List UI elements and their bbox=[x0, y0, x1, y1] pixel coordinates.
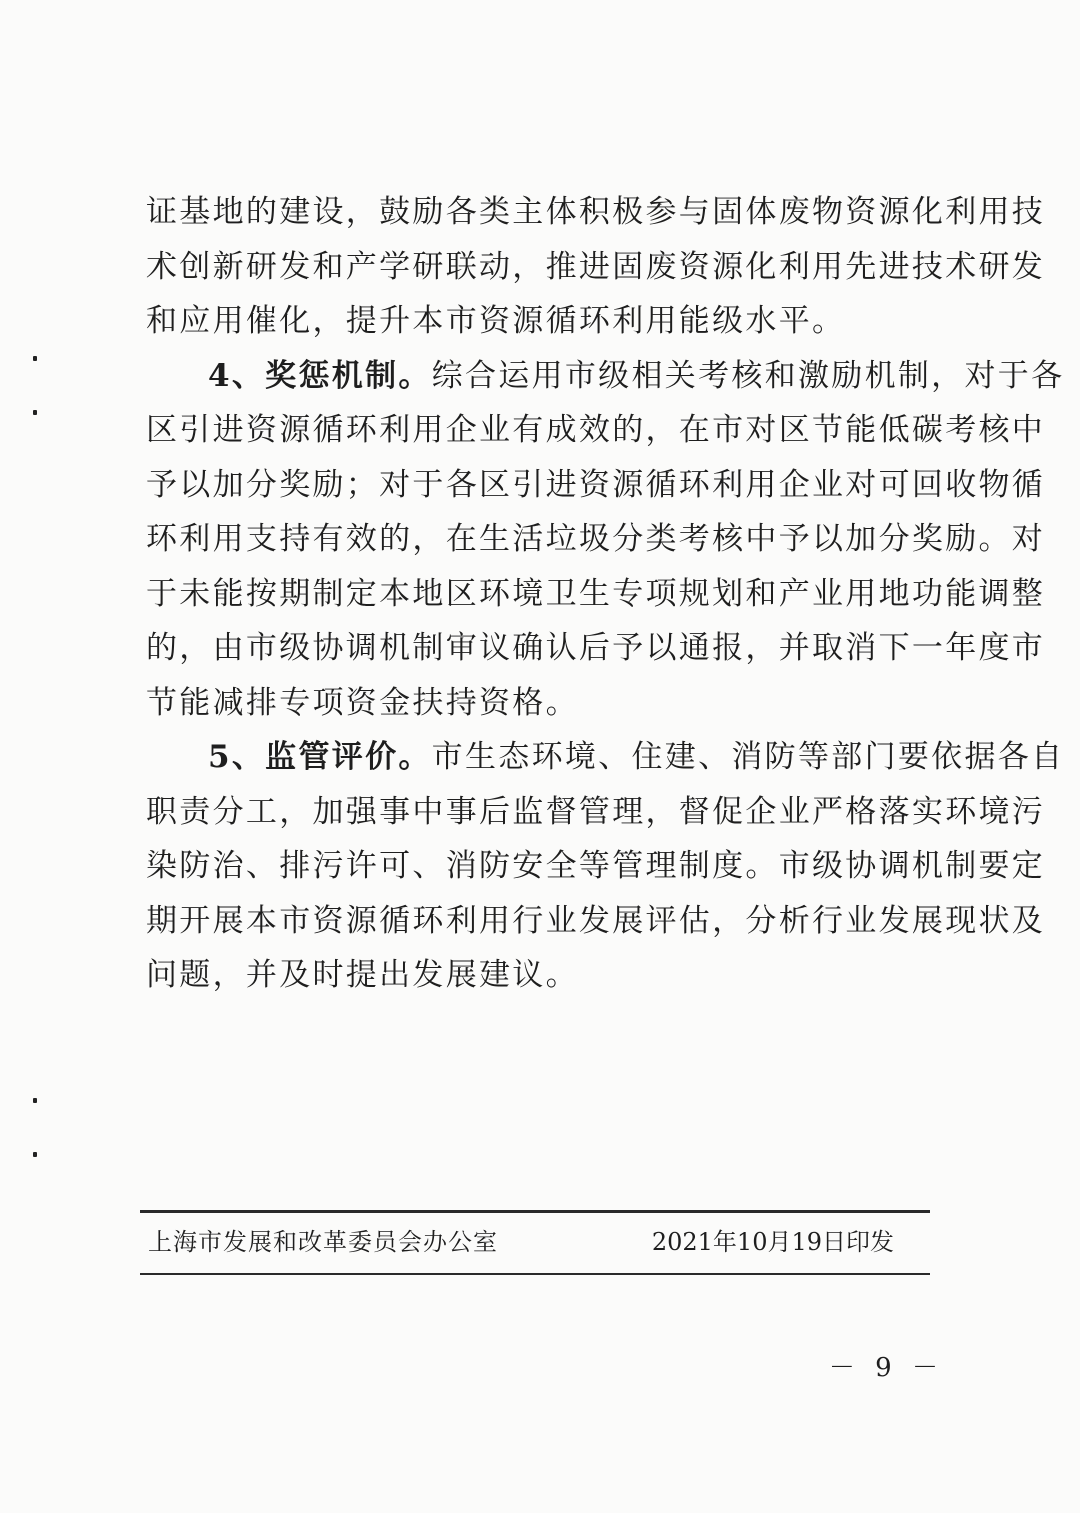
section-4-text: 综合运用市级相关考核和激励机制，对于各 bbox=[431, 357, 1065, 394]
footer-top-rule bbox=[140, 1210, 930, 1213]
paragraph-line: 于未能按期制定本地区环境卫生专项规划和产业用地功能调整 bbox=[146, 575, 1046, 612]
paragraph-line: 节能减排专项资金扶持资格。 bbox=[146, 684, 579, 721]
page-number: － 9 － bbox=[828, 1353, 944, 1383]
binding-mark bbox=[33, 356, 37, 361]
footer-bottom-rule bbox=[140, 1273, 930, 1275]
section-4-first-line bbox=[146, 349, 1065, 404]
paragraph-line: 期开展本市资源循环利用行业发展评估，分析行业发展现状及 bbox=[146, 902, 1046, 939]
paragraph-line: 染防治、排污许可、消防安全等管理制度。市级协调机制要定 bbox=[146, 848, 1046, 884]
section-5-first-line bbox=[146, 730, 1065, 785]
paragraph-line: 问题，并及时提出发展建议。 bbox=[146, 957, 579, 993]
footer-issuer: 上海市发展和改革委员会办公室 bbox=[148, 1228, 498, 1256]
paragraph-line: 区引进资源循环利用企业有成效的，在市对区节能低碳考核中 bbox=[146, 412, 1046, 448]
paragraph-line: 职责分工，加强事中事后监督管理，督促企业严格落实环境污 bbox=[146, 793, 1046, 830]
section-5-heading: 5、监管评价。 bbox=[208, 739, 432, 775]
paragraph-line: 和应用催化，提升本市资源循环利用能级水平。 bbox=[146, 303, 846, 339]
section-5-text: 市生态环境、住建、消防等部门要依据各自 bbox=[431, 739, 1065, 775]
binding-mark bbox=[33, 1098, 37, 1103]
paragraph-line: 的，由市级协调机制审议确认后予以通报，并取消下一年度市 bbox=[146, 630, 1046, 666]
paragraph-line: 环利用支持有效的，在生活垃圾分类考核中予以加分奖励。对 bbox=[146, 521, 1046, 557]
paragraph-line: 予以加分奖励；对于各区引进资源循环利用企业对可回收物循 bbox=[146, 466, 1046, 503]
section-4-heading: 4、奖惩机制。 bbox=[208, 357, 432, 394]
binding-mark bbox=[33, 410, 37, 415]
footer-date: 2021年10月19日印发 bbox=[651, 1228, 894, 1256]
binding-mark bbox=[33, 1152, 37, 1157]
paragraph-line: 术创新研发和产学研联动，推进固废资源化利用先进技术研发 bbox=[146, 248, 1046, 285]
document-body bbox=[146, 185, 1065, 1003]
paragraph-line: 证基地的建设，鼓励各类主体积极参与固体废物资源化利用技 bbox=[146, 194, 1046, 230]
